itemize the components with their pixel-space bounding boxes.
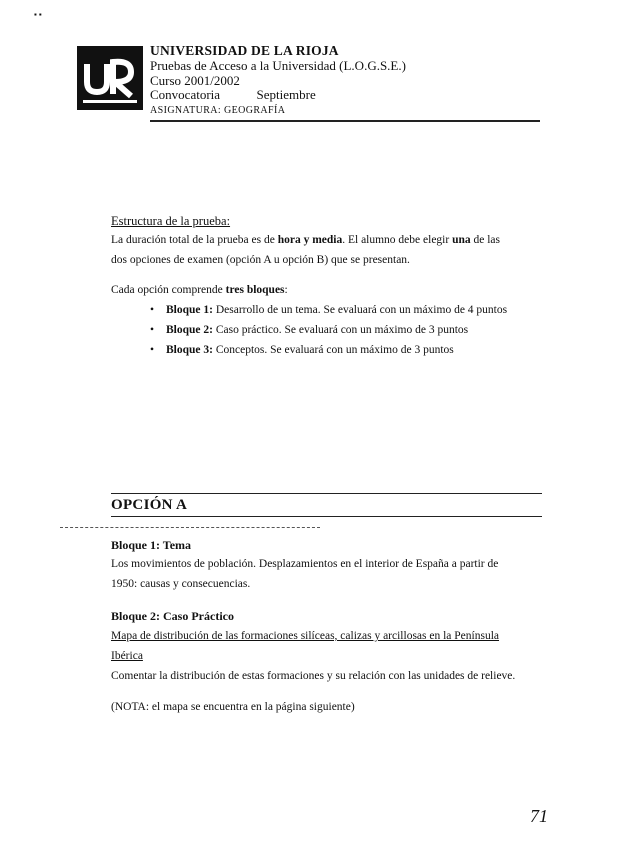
map-title-line2: Ibérica: [111, 650, 143, 662]
university-logo: [77, 46, 143, 110]
blocks-count: tres bloques: [225, 284, 285, 296]
list-item: [150, 340, 507, 360]
intro-text-line2: dos opciones de examen (opción A u opción B) que se presentan.: [111, 254, 410, 266]
note-text: (NOTA: el mapa se encuentra en la página siguiente): [111, 701, 355, 713]
university-name: UNIVERSIDAD DE LA RIOJA: [150, 43, 339, 58]
logo-emblem-icon: [77, 46, 143, 110]
structure-title: Estructura de la prueba:: [111, 214, 231, 228]
bullet-label: Bloque 3:: [166, 344, 213, 356]
structure-intro: [111, 230, 500, 270]
block2-title: Bloque 2: Caso Práctico: [111, 609, 234, 623]
blocks-intro: [111, 280, 288, 300]
bullet-text: Desarrollo de un tema. Se evaluará con un máximo de 4 puntos: [212, 304, 508, 316]
block1-line2: 1950: causas y consecuencias.: [111, 578, 251, 590]
scan-artifact-line: [60, 527, 320, 528]
course-year: Curso 2001/2002: [150, 73, 240, 88]
bullet-text: Conceptos. Se evaluará con un máximo de 3 puntos: [212, 344, 454, 356]
intro-emphasis: una: [452, 234, 471, 246]
option-a-title: OPCIÓN A: [111, 497, 188, 513]
intro-text: . El alumno debe elegir: [342, 234, 453, 246]
subject-line: ASIGNATURA: GEOGRAFÍA: [150, 105, 286, 116]
bullet-label: Bloque 2:: [166, 324, 213, 336]
header-rule: [150, 120, 540, 122]
list-item: [150, 320, 507, 340]
option-top-rule: [111, 493, 542, 494]
intro-text: de las: [470, 234, 501, 246]
block2-comment: Comentar la distribución de estas formaciones y su relación con las unidades de relieve.: [111, 670, 516, 682]
map-title-line1: Mapa de distribución de las formaciones silíceas, calizas y arcillosas en la Península: [111, 630, 500, 642]
list-item: [150, 300, 507, 320]
blocks-intro-colon: :: [284, 284, 288, 296]
intro-text: La duración total de la prueba es de: [111, 234, 278, 246]
bullet-label: Bloque 1:: [166, 304, 213, 316]
intro-duration: hora y media: [277, 234, 343, 246]
corner-mark: ▪ ▪: [34, 10, 42, 19]
blocks-intro-text: Cada opción comprende: [111, 284, 226, 296]
call-label: Convocatoria: [150, 87, 221, 102]
block2-text: [111, 626, 515, 686]
exam-name: Pruebas de Acceso a la Universidad (L.O.G.S.E.): [150, 58, 406, 73]
block1-text: [111, 554, 498, 594]
option-bottom-rule: [111, 516, 542, 517]
call-line: [150, 88, 316, 102]
block1-line1: Los movimientos de población. Desplazamientos en el interior de España a partir de: [111, 558, 499, 570]
bullet-text: Caso práctico. Se evaluará con un máximo de 3 puntos: [212, 324, 469, 336]
page-number: 71: [530, 806, 548, 826]
blocks-list: [150, 300, 507, 360]
block1-title: Bloque 1: Tema: [111, 538, 192, 552]
call-value: Septiembre: [256, 87, 316, 102]
